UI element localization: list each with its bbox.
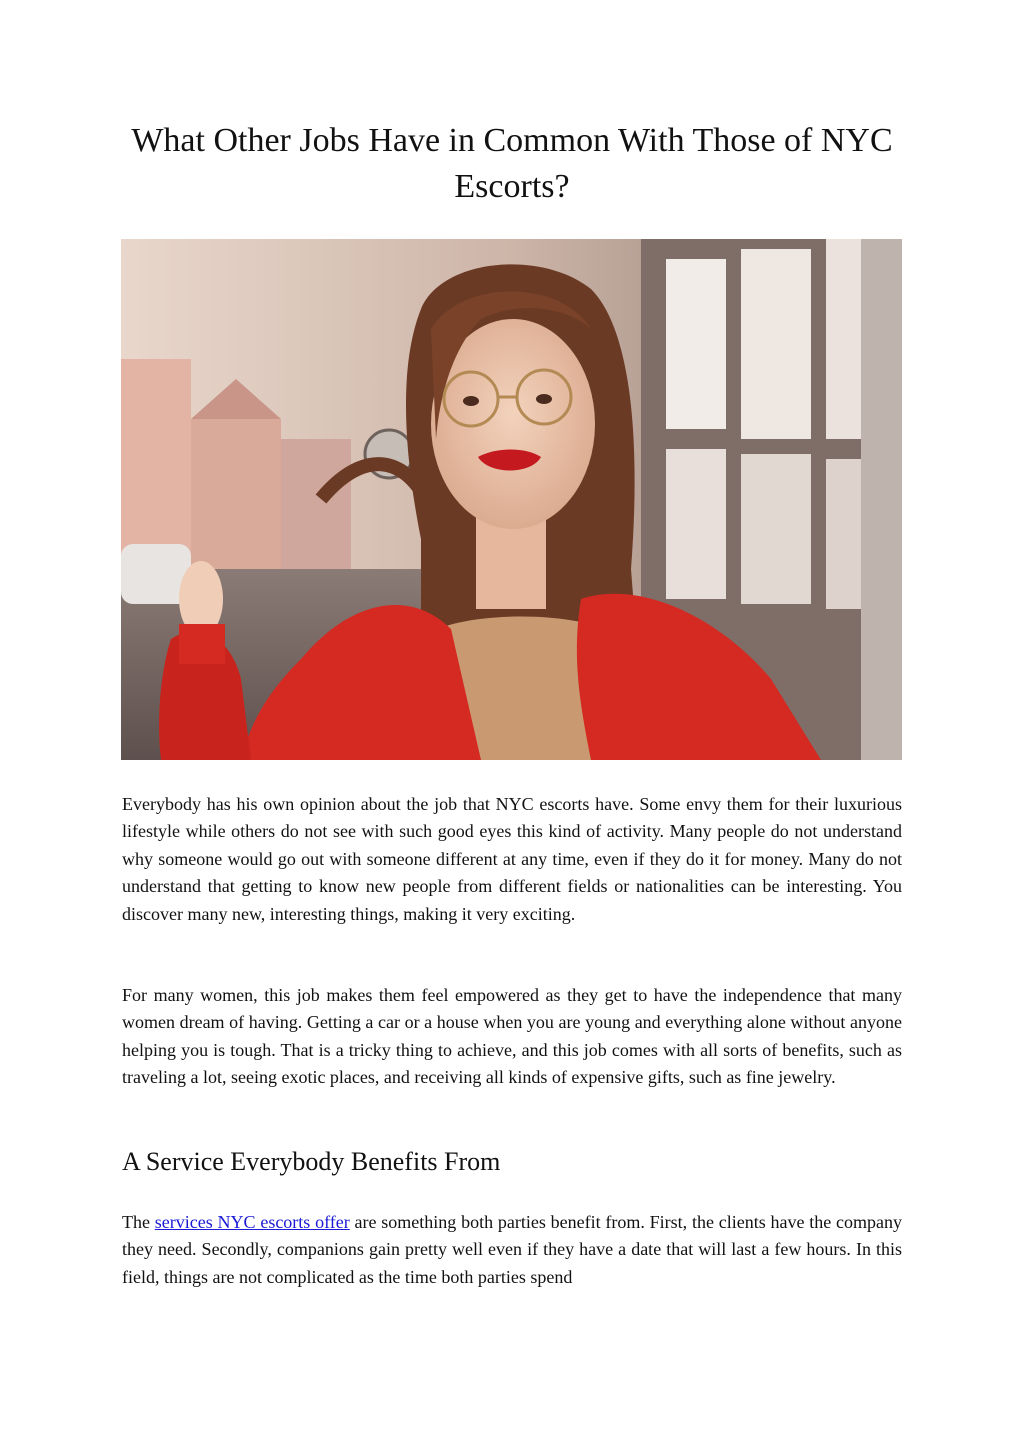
paragraph-3-intro: The <box>122 1212 155 1232</box>
paragraph-3 <box>122 1209 902 1291</box>
photo-woman-red-coat-icon <box>121 239 902 760</box>
paragraph-2: For many women, this job makes them feel empowered as they get to have the independence that many women dream of having. Getting a car or a house when you are young and everything alone without anyone helping you is tough. That is a tricky thing to achieve, and this job comes with all sorts of benefits, such as traveling a lot, seeing exotic places, and receiving all kinds of expensive gifts, such as fine jewelry. <box>122 985 902 1088</box>
paragraph-1: Everybody has his own opinion about the job that NYC escorts have. Some envy them for their luxurious lifestyle while others do not see with such good eyes this kind of activity. Many people do not understand why someone would go out with someone different at any time, even if they do it for money. Many do not understand that getting to know new people from different fields or nationalities can be interesting. You discover many new, interesting things, making it very exciting. <box>122 794 902 924</box>
section-heading: A Service Everybody Benefits From <box>122 1147 501 1176</box>
paragraph-3-rest: are something both parties benefit from. First, the clients have the company they need. Secondly, companions gain pretty well even if they have a date that will last a few hours. In this field, things are not complicated as the time both parties spend <box>122 1212 903 1287</box>
services-link[interactable]: services NYC escorts offer <box>154 1212 350 1232</box>
page-title: What Other Jobs Have in Common With Those of NYC Escorts? <box>131 122 893 205</box>
article-photo <box>121 239 902 760</box>
